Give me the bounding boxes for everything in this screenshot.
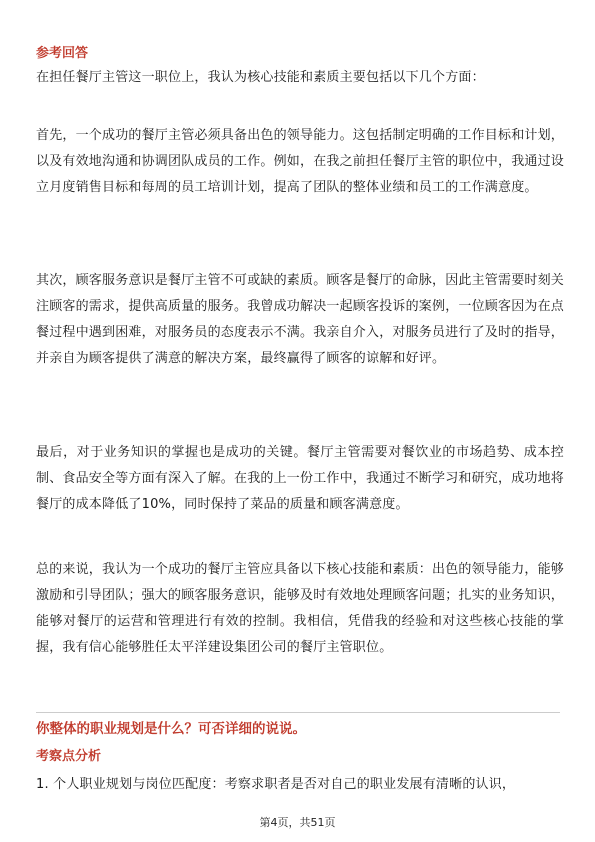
- business-knowledge-paragraph: 最后，对于业务知识的掌握也是成功的关键。餐厅主管需要对餐饮业的市场趋势、成本控制、食品安全等方面有深入了解。在我的上一份工作中，我通过不断学习和研究，成功地将餐厅的成本降低了10%，同时保持了菜品的质量和顾客满意度。: [36, 445, 565, 512]
- summary-paragraph: 总的来说，我认为一个成功的餐厅主管应具备以下核心技能和素质：出色的领导能力，能够激励和引导团队；强大的顾客服务意识，能够及时有效地处理顾客问题；扎实的业务知识，能够对餐厅的运营和管理进行有效的控制。我相信，凭借我的经验和对这些核心技能的掌握，我有信心能够胜任太平洋建设集团公司的餐厅主管职位。: [36, 562, 565, 655]
- section-divider: [36, 712, 560, 713]
- page-number: 第4页，共51页: [259, 816, 336, 829]
- analysis-item: 1. 个人职业规划与岗位匹配度：考察求职者是否对自己的职业发展有清晰的认识，: [36, 777, 516, 792]
- reference-answer-heading: 参考回答: [36, 46, 89, 61]
- analysis-heading: 考察点分析: [36, 749, 102, 764]
- leadership-paragraph: 首先，一个成功的餐厅主管必须具备出色的领导能力。这包括制定明确的工作目标和计划，以及有效地沟通和协调团队成员的工作。例如，在我之前担任餐厅主管的职位中，我通过设立月度销售目标和每周的员工培训计划，提高了团队的整体业绩和员工的工作满意度。: [36, 128, 565, 195]
- customer-service-paragraph: 其次，顾客服务意识是餐厅主管不可或缺的素质。顾客是餐厅的命脉，因此主管需要时刻关注顾客的需求，提供高质量的服务。我曾成功解决一起顾客投诉的案例，一位顾客因为在点餐过程中遇到困难，对服务员的态度表示不满。我亲自介入，对服务员进行了及时的指导，并亲自为顾客提供了满意的解决方案，最终赢得了顾客的谅解和好评。: [36, 273, 565, 366]
- question-heading: 你整体的职业规划是什么？可否详细的说说。: [36, 721, 306, 737]
- intro-paragraph: 在担任餐厅主管这一职位上，我认为核心技能和素质主要包括以下几个方面：: [36, 70, 485, 85]
